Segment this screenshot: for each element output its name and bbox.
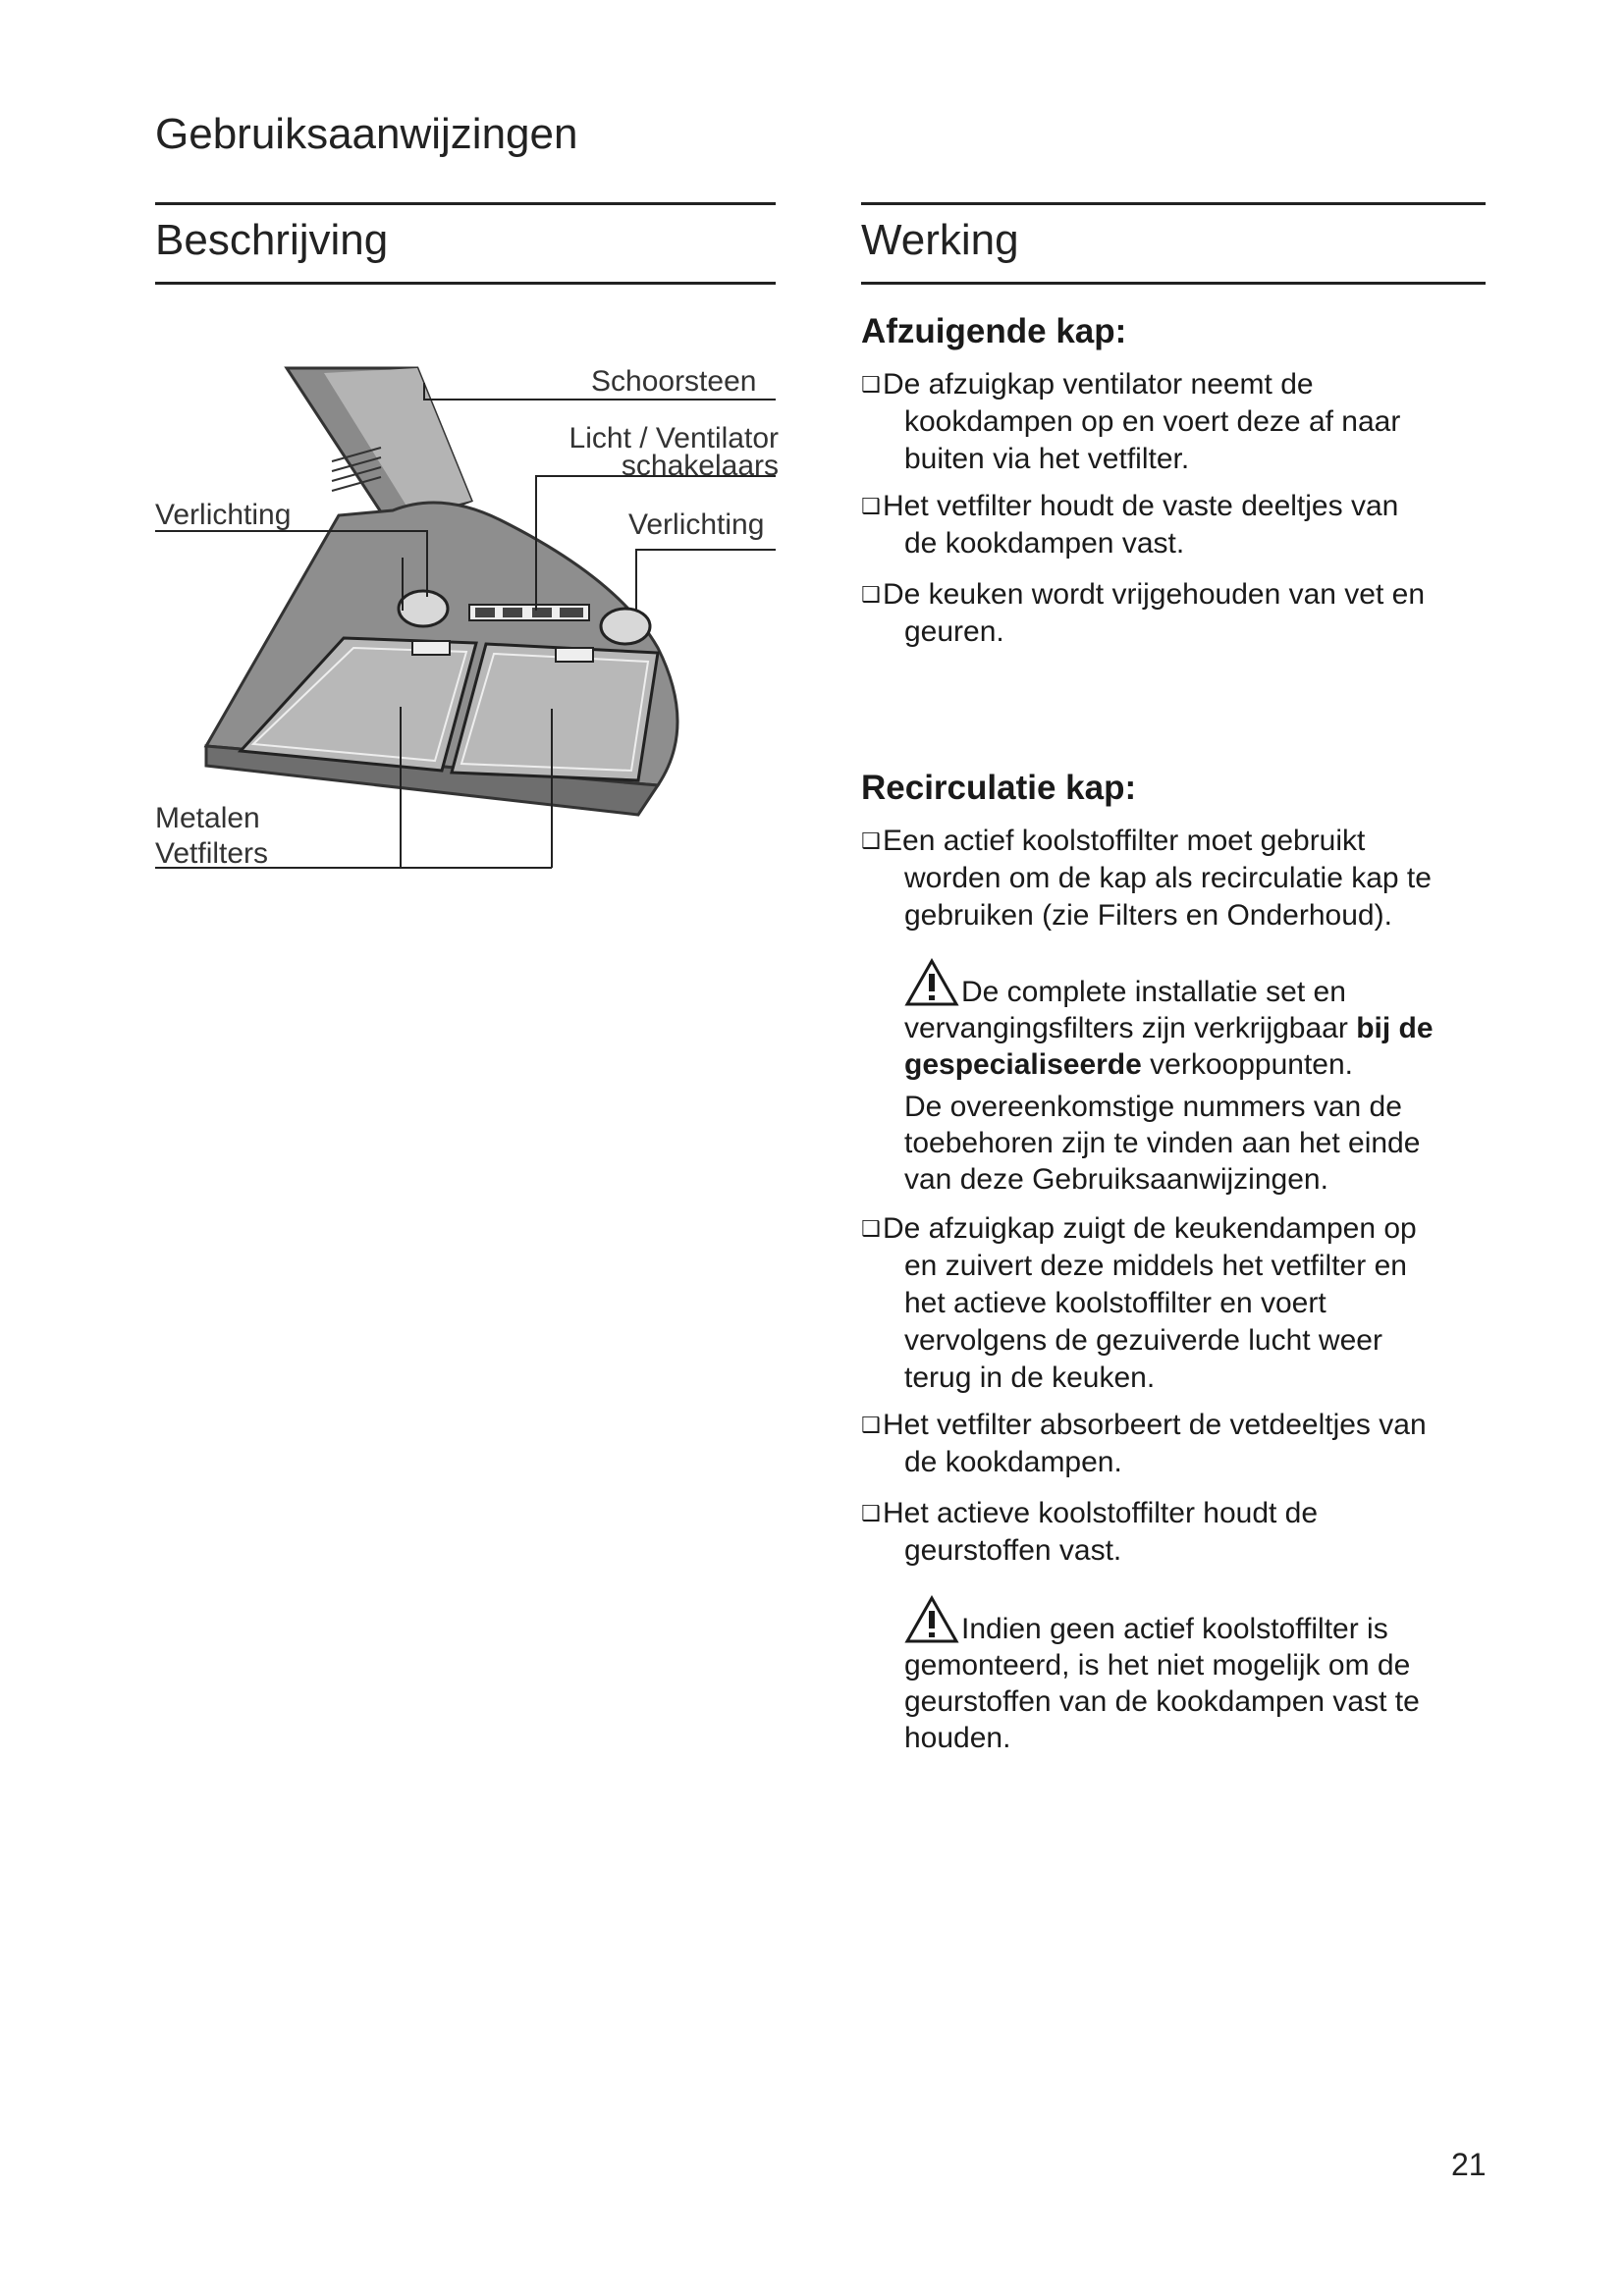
extraction-bullet-1: ❑De afzuigkap ventilator neemt de kookdampen op en voert deze af naar buiten via het vetfilter. — [861, 368, 1401, 475]
heading-recirculation-hood: Recirculatie kap: — [861, 769, 1137, 807]
label-chimney: Schoorsteen — [591, 365, 757, 398]
checkbox-bullet-icon: ❑ — [861, 828, 881, 853]
light-right-shape — [601, 609, 650, 644]
label-switches-line1: Licht / Ventilator — [568, 422, 779, 454]
warning-icon — [904, 958, 959, 1007]
checkbox-bullet-icon: ❑ — [861, 582, 881, 607]
label-switches-line2: schakelaars — [621, 450, 779, 482]
extraction-bullet-3: ❑De keuken wordt vrijgehouden van vet en geuren. — [861, 578, 1426, 648]
label-light-right: Verlichting — [628, 508, 765, 541]
section-rule-bottom-left — [155, 282, 776, 285]
section-title-description: Beschrijving — [155, 216, 389, 264]
section-rule-bottom-right — [861, 282, 1486, 285]
checkbox-bullet-icon: ❑ — [861, 1413, 881, 1437]
light-left-shape — [399, 591, 448, 626]
extraction-bullet-2: ❑Het vetfilter houdt de vaste deeltjes van de kookdampen vast. — [861, 490, 1399, 560]
heading-extraction-hood: Afzuigende kap: — [861, 312, 1127, 350]
label-filters-line2: Vetfilters — [155, 837, 269, 870]
warning-icon — [904, 1595, 959, 1644]
note-no-carbon-filter: Indien geen actief koolstoffilter is gemonteerd, is het niet mogelijk om de geurstoffen van de kookdampen vast te houden. — [904, 1595, 1493, 1756]
checkbox-bullet-icon: ❑ — [861, 1216, 881, 1241]
filter-right-shape — [452, 644, 658, 780]
recirculation-bullet-1: ❑Een actief koolstoffilter moet gebruikt worden om de kap als recirculatie kap te gebruiken (zie Filters en Onderhoud). — [861, 825, 1432, 932]
section-rule-top-left — [155, 202, 776, 205]
recirculation-bullet-4: ❑Het actieve koolstoffilter houdt de geurstoffen vast. — [861, 1497, 1319, 1567]
checkbox-bullet-icon: ❑ — [861, 372, 881, 397]
checkbox-bullet-icon: ❑ — [861, 1501, 881, 1525]
recirculation-bullet-2: ❑De afzuigkap zuigt de keukendampen op en zuivert deze middels het vetfilter en het actieve koolstoffilter en voert vervolgens de gezuiverde lucht weer terug in de keuken. — [861, 1212, 1417, 1394]
label-filters-line1: Metalen — [155, 802, 260, 834]
note-accessory-numbers: De overeenkomstige nummers van de toebehoren zijn te vinden aan het einde van deze Gebruiksaanwijzingen. — [904, 1091, 1421, 1196]
section-rule-top-right — [861, 202, 1486, 205]
checkbox-bullet-icon: ❑ — [861, 494, 881, 518]
page-number: 21 — [1451, 2147, 1487, 2182]
document-title: Gebruiksaanwijzingen — [155, 110, 578, 158]
label-light-left: Verlichting — [155, 499, 292, 531]
note-installation-set: De complete installatie set en vervangingsfilters zijn verkrijgbaar bij de gespecialiseerde verkooppunten. — [904, 958, 1493, 1083]
filter-handle-left — [412, 641, 450, 655]
section-title-operation: Werking — [861, 216, 1019, 264]
filter-handle-right — [556, 648, 593, 662]
recirculation-bullet-3: ❑Het vetfilter absorbeert de vetdeeltjes van de kookdampen. — [861, 1409, 1427, 1478]
